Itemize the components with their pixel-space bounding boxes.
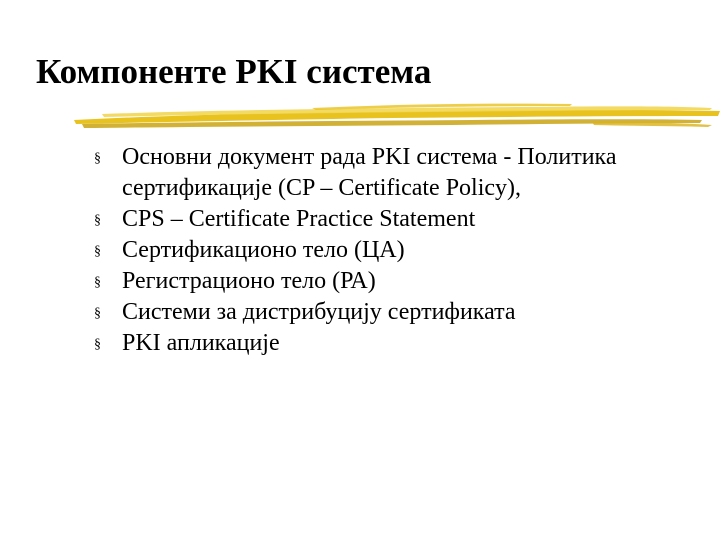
bullet-list <box>94 142 654 359</box>
list-item <box>94 142 654 204</box>
svg-text:§: § <box>94 337 101 351</box>
list-item <box>94 266 654 297</box>
section-sign-bullet-icon <box>94 151 104 165</box>
section-sign-bullet-icon <box>94 306 104 320</box>
bullet-text: Системи за дистрибуцију сертификата <box>122 299 516 325</box>
bullet-text: Регистрационо тело (РА) <box>122 268 376 294</box>
list-item <box>94 235 654 266</box>
bullet-text: Основни документ рада PKI система - Политика сертификације (CP – Certificate Policy), <box>122 144 617 201</box>
svg-text:§: § <box>94 244 101 258</box>
section-sign-bullet-icon <box>94 275 104 289</box>
svg-text:§: § <box>94 306 101 320</box>
section-sign-bullet-icon <box>94 337 104 351</box>
list-item <box>94 297 654 328</box>
section-sign-bullet-icon <box>94 213 104 227</box>
svg-text:§: § <box>94 275 101 289</box>
svg-text:§: § <box>94 213 101 227</box>
list-item <box>94 328 654 359</box>
list-item <box>94 204 654 235</box>
bullet-text: CPS – Certificate Practice Statement <box>122 206 476 232</box>
title-underline-brushstroke <box>72 100 720 134</box>
svg-text:§: § <box>94 151 101 165</box>
section-sign-bullet-icon <box>94 244 104 258</box>
bullet-text: Сертификационо тело (ЦА) <box>122 237 405 263</box>
slide-title: Компоненте PKI система <box>36 52 432 91</box>
bullet-text: PKI апликације <box>122 330 280 356</box>
